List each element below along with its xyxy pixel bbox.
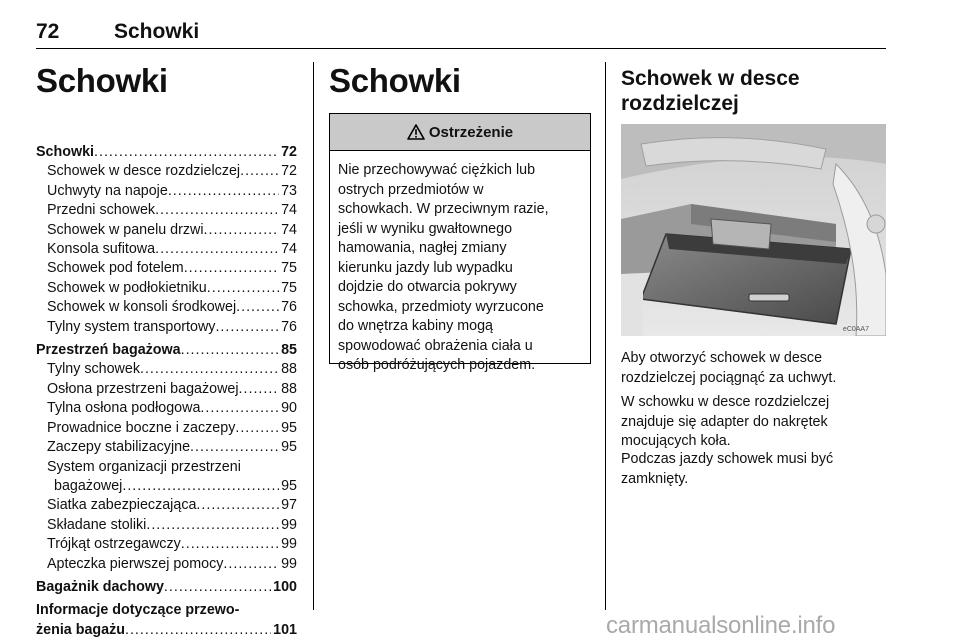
warning-text-line: do wnętrza kabiny mogą bbox=[338, 318, 493, 334]
toc-entry-label: Schowek pod fotelem bbox=[47, 260, 184, 277]
toc-leader-dots bbox=[122, 477, 279, 496]
toc-entry-label: Bagażnik dachowy bbox=[36, 578, 164, 595]
toc-leader-dots bbox=[146, 516, 279, 535]
paragraph-line: W schowku w desce rozdzielczej bbox=[621, 394, 830, 410]
toc-entry-label: żenia bagażu bbox=[36, 621, 125, 638]
toc-leader-dots bbox=[155, 201, 279, 220]
toc-leader-dots bbox=[196, 496, 279, 515]
warning-text-line: jeśli w wyniku gwałtownego bbox=[338, 220, 513, 237]
toc-heading-entry bbox=[36, 143, 297, 162]
toc-entry bbox=[36, 259, 297, 278]
toc-leader-dots bbox=[200, 399, 279, 418]
toc-entry-page: 90 bbox=[281, 400, 297, 417]
toc-entry-label: Składane stoliki bbox=[47, 516, 147, 533]
toc-entry-label: Przedni schowek bbox=[47, 202, 156, 219]
toc-entry-page: 88 bbox=[281, 380, 297, 397]
toc-entry-page: 76 bbox=[281, 318, 297, 335]
subsection-title-line: rozdzielczej bbox=[621, 92, 739, 115]
toc-entry bbox=[36, 419, 297, 438]
warning-text-line: schowkach. W przeciwnym razie, bbox=[338, 201, 549, 217]
toc-entry-label: Zaczepy stabilizacyjne bbox=[47, 439, 191, 456]
toc-leader-dots bbox=[181, 341, 279, 360]
toc-heading-entry bbox=[36, 601, 297, 620]
paragraph-line: mocujących koła. bbox=[621, 433, 731, 449]
toc-entry-page: 74 bbox=[281, 202, 297, 219]
toc-entry bbox=[36, 162, 297, 181]
toc-entry-page: 72 bbox=[281, 144, 297, 160]
paragraph-line: Aby otworzyć schowek w desce bbox=[621, 350, 823, 366]
toc-heading-entry bbox=[36, 578, 297, 597]
toc-entry bbox=[36, 496, 297, 515]
toc-entry-label: System organizacji przestrzeni bbox=[47, 458, 241, 475]
toc-entry bbox=[36, 535, 297, 554]
toc-entry bbox=[36, 279, 297, 298]
glovebox-illustration bbox=[621, 124, 886, 336]
table-of-contents bbox=[36, 143, 297, 640]
subsection-title bbox=[621, 66, 861, 116]
toc-entry-page: 73 bbox=[281, 182, 297, 199]
toc-heading-entry bbox=[36, 341, 297, 360]
toc-leader-dots bbox=[204, 221, 280, 240]
toc-entry-page: 72 bbox=[281, 163, 297, 180]
toc-entry-label: bagażowej bbox=[54, 477, 123, 494]
toc-leader-dots bbox=[181, 535, 279, 554]
subsection-title-line: Schowek w desce bbox=[621, 67, 800, 90]
toc-leader-dots bbox=[164, 578, 271, 597]
toc-entry-label: Siatka zabezpieczająca bbox=[47, 497, 197, 514]
toc-leader-dots bbox=[215, 318, 279, 337]
toc-entry-page: 88 bbox=[281, 361, 297, 378]
toc-entry-page: 100 bbox=[273, 578, 297, 595]
toc-leader-dots bbox=[236, 298, 279, 317]
warning-text-line: spowodować obrażenia ciała u bbox=[338, 337, 533, 354]
toc-entry bbox=[36, 555, 297, 574]
toc-leader-dots bbox=[223, 555, 279, 574]
toc-entry-label: Tylna osłona podłogowa bbox=[47, 400, 201, 417]
column-divider bbox=[313, 62, 314, 610]
section-title: Schowki bbox=[329, 62, 461, 99]
warning-text-line: dojdzie do otwarcia pokrywy bbox=[338, 279, 517, 295]
paragraph-line: Podczas jazdy schowek musi być bbox=[621, 451, 834, 467]
toc-entry-page: 101 bbox=[273, 621, 297, 638]
toc-entry-page: 85 bbox=[281, 342, 297, 359]
toc-entry bbox=[36, 182, 297, 201]
warning-text-line: Nie przechowywać ciężkich lub bbox=[338, 162, 536, 178]
warning-text-line: osób podróżujących pojazdem. bbox=[338, 357, 536, 373]
warning-header bbox=[330, 114, 590, 151]
toc-entry-label: Schowek w konsoli środkowej bbox=[47, 299, 237, 316]
toc-entry-page: 75 bbox=[281, 260, 297, 277]
toc-entry-page: 95 bbox=[281, 477, 297, 494]
toc-entry-label: Osłona przestrzeni bagażowej bbox=[47, 380, 239, 397]
toc-entry bbox=[36, 298, 297, 317]
toc-entry-label: Apteczka pierwszej pomocy bbox=[47, 555, 224, 572]
toc-entry-label: Prowadnice boczne i zaczepy bbox=[47, 419, 236, 436]
warning-triangle-icon bbox=[407, 124, 425, 140]
toc-entry-page: 75 bbox=[281, 279, 297, 296]
toc-entry-label: Uchwyty na napoje bbox=[47, 182, 168, 199]
toc-entry-label: Tylny schowek bbox=[47, 361, 140, 378]
running-header: Schowki bbox=[114, 20, 200, 43]
toc-entry-label: Schowek w desce rozdzielczej bbox=[47, 163, 241, 180]
toc-entry bbox=[36, 318, 297, 337]
toc-entry-page: 99 bbox=[281, 516, 297, 533]
toc-entry bbox=[36, 458, 297, 477]
toc-entry-page: 76 bbox=[281, 299, 297, 316]
toc-entry-page: 99 bbox=[281, 555, 297, 572]
paragraph-line: zamknięty. bbox=[621, 470, 689, 487]
toc-leader-dots bbox=[240, 162, 279, 181]
paragraph bbox=[621, 349, 883, 388]
toc-entry bbox=[36, 477, 297, 496]
page-number: 72 bbox=[36, 20, 60, 43]
warning-text-line: hamowania, nagłej zmiany bbox=[338, 240, 507, 256]
toc-leader-dots bbox=[168, 182, 279, 201]
toc-entry bbox=[36, 360, 297, 379]
toc-leader-dots bbox=[140, 360, 279, 379]
header-rule bbox=[36, 48, 886, 49]
toc-leader-dots bbox=[94, 143, 279, 162]
toc-heading-entry bbox=[36, 621, 297, 640]
paragraph bbox=[621, 393, 883, 452]
toc-leader-dots bbox=[190, 438, 279, 457]
warning-text-line: schowka, przedmioty wyrzucone bbox=[338, 298, 544, 315]
toc-entry-page: 97 bbox=[281, 497, 297, 514]
toc-entry-page: 74 bbox=[281, 241, 297, 258]
toc-entry bbox=[36, 221, 297, 240]
toc-entry-page: 99 bbox=[281, 536, 297, 553]
toc-entry bbox=[36, 380, 297, 399]
paragraph-line: znajduje się adapter do nakrętek bbox=[621, 413, 828, 430]
toc-leader-dots bbox=[207, 279, 279, 298]
toc-entry bbox=[36, 438, 297, 457]
toc-entry-label: Informacje dotyczące przewo- bbox=[36, 602, 240, 619]
toc-entry bbox=[36, 399, 297, 418]
toc-entry-label: Schowek w podłokietniku bbox=[47, 279, 207, 296]
warning-text-line: ostrych przedmiotów w bbox=[338, 181, 484, 198]
paragraph-line: rozdzielczej pociągnąć za uchwyt. bbox=[621, 369, 837, 386]
toc-leader-dots bbox=[239, 380, 280, 399]
warning-text bbox=[330, 151, 590, 376]
chapter-title: Schowki bbox=[36, 62, 168, 99]
column-divider bbox=[605, 62, 606, 610]
toc-entry-label: Schowki bbox=[36, 144, 94, 160]
watermark: carmanualsonline.info bbox=[606, 612, 836, 639]
toc-entry-label: Konsola sufitowa bbox=[47, 241, 156, 258]
warning-box bbox=[329, 113, 591, 373]
toc-leader-dots bbox=[155, 240, 279, 259]
toc-entry bbox=[36, 201, 297, 220]
toc-entry bbox=[36, 240, 297, 259]
warning-text-line: kierunku jazdy lub wypadku bbox=[338, 259, 513, 276]
toc-leader-dots bbox=[184, 259, 279, 278]
toc-entry-label: Przestrzeń bagażowa bbox=[36, 342, 181, 359]
toc-entry-page: 95 bbox=[281, 439, 297, 456]
toc-leader-dots bbox=[125, 621, 271, 640]
toc-entry-page: 95 bbox=[281, 419, 297, 436]
warning-heading: Ostrzeżenie bbox=[428, 123, 514, 141]
toc-entry-page: 74 bbox=[281, 221, 297, 238]
image-code: eC0AA7 bbox=[842, 326, 869, 333]
toc-entry bbox=[36, 516, 297, 535]
toc-entry-label: Tylny system transportowy bbox=[47, 318, 216, 335]
toc-entry-label: Schowek w panelu drzwi bbox=[47, 221, 204, 238]
toc-entry-label: Trójkąt ostrzegawczy bbox=[47, 536, 181, 553]
toc-leader-dots bbox=[235, 419, 279, 438]
paragraph bbox=[621, 450, 883, 489]
